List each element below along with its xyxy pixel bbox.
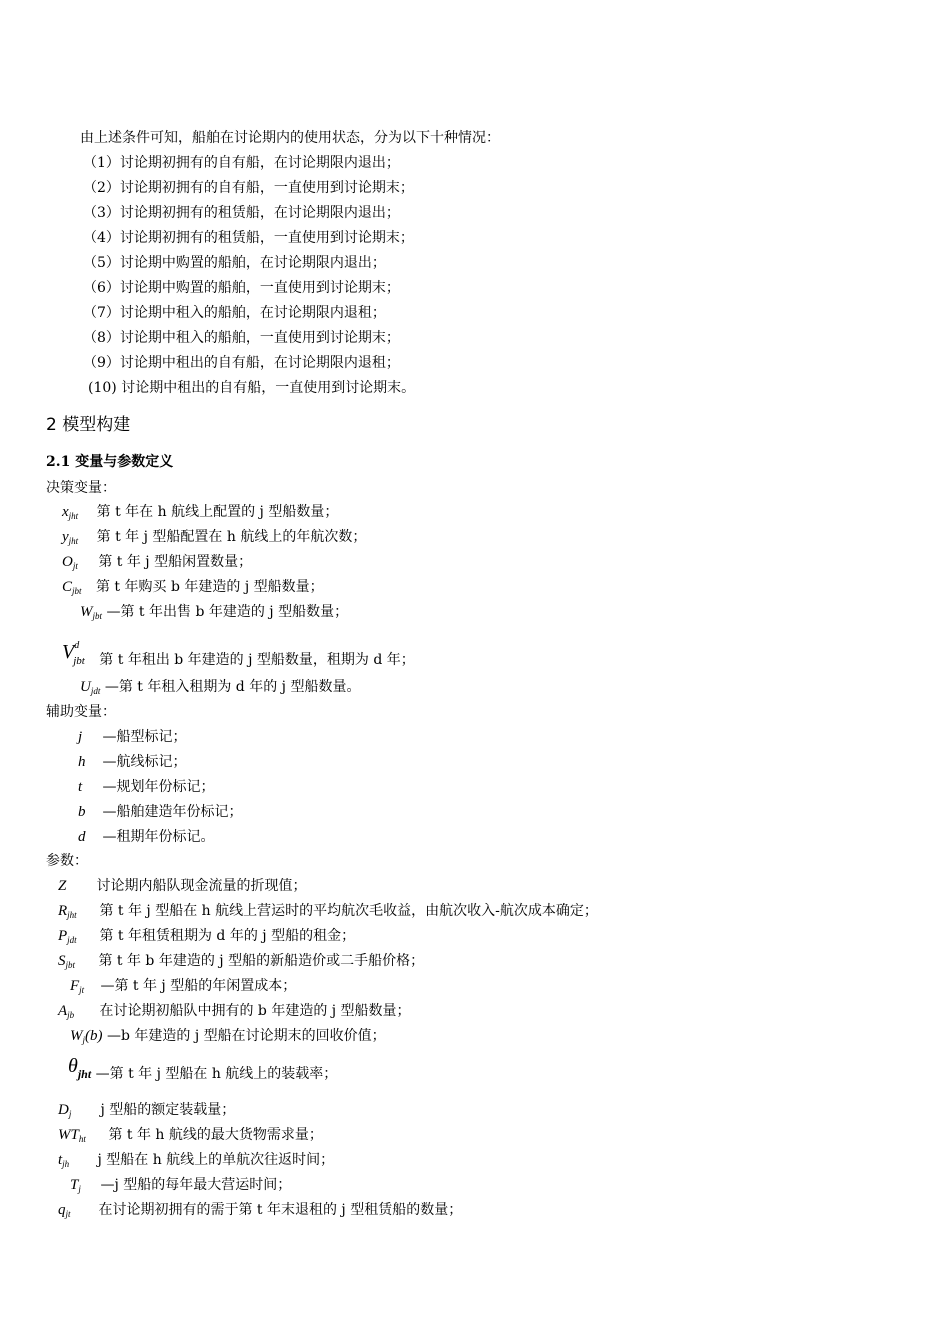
decision-var-row (80, 677, 360, 701)
var-description: 第 t 年购买 b 年建造的 j 型船数量； (95, 579, 324, 595)
param-description: —第 t 年 j 型船的年闲置成本； (100, 978, 297, 994)
case-item: （2）讨论期初拥有的自有船，一直使用到讨论期末； (83, 180, 414, 196)
var-symbol: $C_{jbt}$ (62, 579, 82, 596)
param-row (70, 1026, 386, 1050)
params-label: 参数： (46, 853, 88, 869)
var-symbol: $V^d_{jbt}$ (62, 640, 85, 667)
param-symbol: $P_{jdt}$ (58, 928, 77, 945)
param-symbol: Z (58, 878, 67, 894)
case-item: （8）讨论期中租入的船舶，一直使用到讨论期末； (83, 330, 400, 346)
param-description: j 型船的额定装载量； (100, 1102, 236, 1118)
param-description: 第 t 年租赁租期为 d 年的 j 型船的租金； (99, 928, 356, 944)
param-description: 在讨论期初船队中拥有的 b 年建造的 j 型船数量； (99, 1003, 411, 1019)
var-symbol: h (78, 754, 86, 770)
var-symbol: $y_{jht}$ (62, 529, 79, 546)
decision-var-row (80, 602, 348, 626)
param-description: 讨论期内船队现金流量的折现值； (96, 878, 307, 894)
decision-var-row (62, 502, 338, 526)
var-symbol: $x_{jht}$ (62, 504, 79, 521)
var-description: 第 t 年 j 型船闲置数量； (98, 554, 253, 570)
var-symbol: j (78, 729, 83, 745)
param-row (58, 926, 355, 950)
decision-var-row (62, 636, 415, 670)
var-description: —租期年份标记。 (102, 829, 215, 845)
param-symbol: $\theta_{jht}$ (68, 1055, 92, 1081)
subsection-heading: 2.1 变量与参数定义 (46, 454, 174, 470)
case-item: （4）讨论期初拥有的租赁船，一直使用到讨论期末； (83, 230, 414, 246)
param-row (58, 1200, 462, 1224)
decision-var-row (62, 527, 366, 551)
param-symbol: $q_{jt}$ (58, 1202, 71, 1219)
var-symbol: d (78, 829, 86, 845)
param-symbol: $T_j$ (70, 1177, 81, 1194)
var-description: —第 t 年租入租期为 d 年的 j 型船数量。 (104, 679, 361, 695)
decision-vars-label: 决策变量： (46, 480, 116, 496)
param-symbol: $R_{jht}$ (58, 903, 77, 920)
var-description: 第 t 年在 h 航线上配置的 j 型船数量； (96, 504, 339, 520)
param-description: —第 t 年 j 型船在 h 航线上的装载率； (95, 1066, 338, 1082)
aux-var-row (78, 777, 214, 797)
decision-var-row (62, 552, 252, 576)
var-symbol: $O_{jt}$ (62, 554, 78, 571)
var-description: 第 t 年租出 b 年建造的 j 型船数量，租期为 d 年； (99, 652, 415, 668)
param-row (58, 901, 598, 925)
param-description: 第 t 年 b 年建造的 j 型船的新船造价或二手船价格； (98, 953, 425, 969)
var-symbol: $W_{jbt}$ (80, 604, 103, 621)
case-item: （1）讨论期初拥有的自有船，在讨论期限内退出； (83, 155, 400, 171)
var-symbol: $U_{jdt}$ (80, 679, 101, 696)
aux-var-row (78, 727, 186, 747)
param-row (68, 1056, 337, 1090)
case-item: （7）讨论期中租入的船舶，在讨论期限内退租； (83, 305, 386, 321)
param-description: 在讨论期初拥有的需于第 t 年末退租的 j 型租赁船的数量； (98, 1202, 463, 1218)
case-item: （9）讨论期中租出的自有船，在讨论期限内退租； (83, 355, 400, 371)
param-row (58, 1150, 334, 1174)
aux-var-row (78, 752, 186, 772)
param-symbol: $F_{jt}$ (70, 978, 85, 995)
case-item: （3）讨论期初拥有的租赁船，在讨论期限内退出； (83, 205, 400, 221)
var-description: —第 t 年出售 b 年建造的 j 型船数量； (106, 604, 349, 620)
var-description: —船型标记； (102, 729, 187, 745)
var-symbol: t (78, 779, 83, 795)
param-description: 第 t 年 h 航线的最大货物需求量； (108, 1127, 323, 1143)
param-row (58, 1100, 235, 1124)
intro-text: 由上述条件可知，船舶在讨论期内的使用状态，分为以下十种情况： (80, 130, 500, 146)
decision-var-row (62, 577, 324, 601)
param-row (58, 1001, 411, 1025)
param-row (58, 876, 306, 896)
param-row (70, 1175, 291, 1199)
var-description: —航线标记； (102, 754, 187, 770)
param-symbol: $S_{jbt}$ (58, 953, 76, 970)
case-item: （5）讨论期中购置的船舶，在讨论期限内退出； (83, 255, 386, 271)
param-description: —b 年建造的 j 型船在讨论期末的回收价值； (106, 1028, 386, 1044)
param-row (58, 951, 424, 975)
var-description: —船舶建造年份标记； (102, 804, 243, 820)
param-symbol: $D_j$ (58, 1102, 72, 1119)
param-row (58, 1125, 323, 1149)
var-description: 第 t 年 j 型船配置在 h 航线上的年航次数； (96, 529, 367, 545)
aux-var-row (78, 802, 242, 822)
case-item: (10) 讨论期中租出的自有船，一直使用到讨论期末。 (88, 380, 416, 396)
section-heading: 2 模型构建 (46, 415, 131, 435)
param-description: j 型船在 h 航线上的单航次往返时间； (97, 1152, 335, 1168)
param-symbol: $A_{jb}$ (58, 1003, 75, 1020)
aux-var-row (78, 827, 214, 847)
var-symbol: b (78, 804, 86, 820)
aux-vars-label: 辅助变量： (46, 704, 116, 720)
var-description: —规划年份标记； (102, 779, 215, 795)
case-item: （6）讨论期中购置的船舶，一直使用到讨论期末； (83, 280, 400, 296)
param-symbol: $W_j(b)$ (70, 1028, 103, 1045)
param-symbol: $t_{jh}$ (58, 1152, 70, 1169)
param-symbol: $WT_{ht}$ (58, 1127, 86, 1144)
param-description: 第 t 年 j 型船在 h 航线上营运时的平均航次毛收益，由航次收入-航次成本确定； (99, 903, 598, 919)
param-row (70, 976, 296, 1000)
param-description: —j 型船的每年最大营运时间； (100, 1177, 292, 1193)
